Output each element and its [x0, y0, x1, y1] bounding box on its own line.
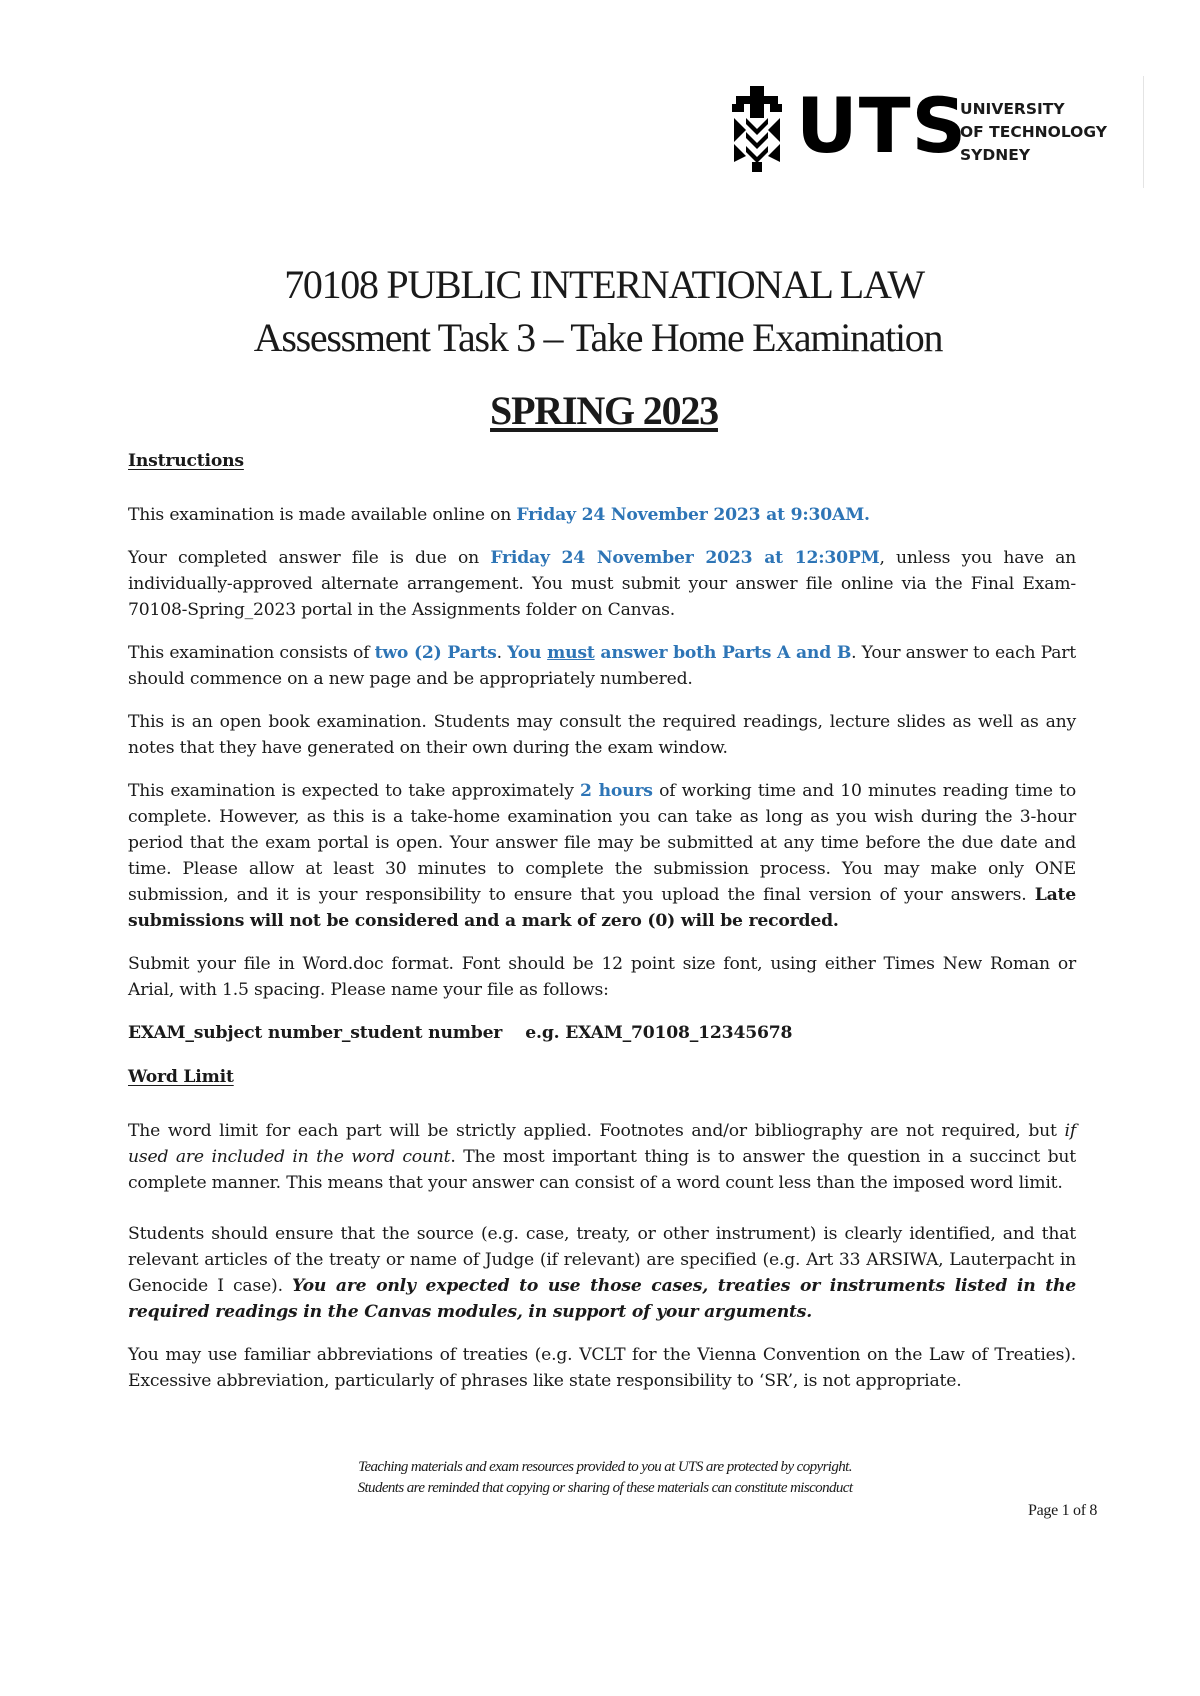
instructions-paragraph-format: Submit your file in Word.doc format. Font should be 12 point size font, using either Times New Roman or Arial, with 1.5 spacing. Please name your file as follows:	[128, 954, 1076, 1000]
late-submission-warning: Late submissions will not be considered and a mark of zero (0) will be recorded.	[128, 885, 1076, 931]
session-title: SPRING 2023	[490, 388, 718, 433]
must-emphasis: must	[547, 643, 595, 663]
file-naming-format: EXAM_subject number_student number e.g. EXAM_70108_12345678	[128, 1023, 793, 1043]
logo-line-1: UNIVERSITY	[960, 100, 1065, 118]
logo-line-3: SYDNEY	[960, 146, 1031, 164]
logo-university-name	[960, 98, 1107, 167]
instructions-paragraph-open-book: This is an open book examination. Students may consult the required readings, lecture slides as well as any notes that they have generated on their own during the exam window.	[128, 712, 1076, 758]
copyright-footer	[0, 1457, 1200, 1499]
uts-emblem-icon	[728, 86, 786, 172]
instructions-paragraph-availability: This examination is made available online on Friday 24 November 2023 at 9:30AM.	[128, 505, 870, 525]
logo-line-2: OF TECHNOLOGY	[960, 123, 1107, 141]
document-title-block	[0, 258, 1200, 437]
copyright-line-2: Students are reminded that copying or sharing of these materials can constitute misconduct	[357, 1480, 853, 1496]
assessment-title: Assessment Task 3 – Take Home Examination	[253, 315, 943, 360]
sources-emphasis: You are only expected to use those cases, treaties or instruments listed in the required readings in the Canvas modules, in support of your arguments.	[128, 1276, 1076, 1322]
page-number: Page 1 of 8	[1028, 1502, 1098, 1519]
word-limit-heading: Word Limit	[128, 1067, 234, 1087]
document-body	[128, 448, 1076, 1394]
duration-hours: 2 hours	[580, 781, 653, 801]
word-limit-paragraph-sources: Students should ensure that the source (e.g. case, treaty, or other instrument) is clearly identified, and that relevant articles of the treaty or name of Judge (if relevant) are specified (e.g. Art 33 ARSIWA, Lauterpacht in Genocide I case). You are only expected to use those cases, treaties or instruments listed in the required readings in the Canvas modules, in support of your arguments.	[128, 1224, 1076, 1322]
copyright-line-1: Teaching materials and exam resources provided to you at UTS are protected by copyright.	[358, 1459, 852, 1475]
instructions-paragraph-due: Your completed answer file is due on Friday 24 November 2023 at 12:30PM, unless you have an individually-approved alternate arrangement. You must submit your answer file online via the Final Exam-70108-Spring_2023 portal in the Assignments folder on Canvas.	[128, 548, 1076, 620]
instructions-paragraph-duration: This examination is expected to take approximately 2 hours of working time and 10 minutes reading time to complete. However, as this is a take-home examination you can take as long as you wish during the 3-hour period that the exam portal is open. Your answer file may be submitted at any time before the due date and time. Please allow at least 30 minutes to complete the submission process. You may make only ONE submission, and it is your responsibility to ensure that you upload the final version of your answers. Late submissions will not be considered and a mark of zero (0) will be recorded.	[128, 781, 1077, 931]
uts-logo	[728, 81, 1128, 176]
word-limit-paragraph-rules: The word limit for each part will be strictly applied. Footnotes and/or bibliography are not required, but if used are included in the word count. The most important thing is to answer the question in a succinct but complete manner. This means that your answer can consist of a word count less than the imposed word limit.	[128, 1121, 1076, 1193]
course-title: 70108 PUBLIC INTERNATIONAL LAW	[284, 262, 924, 307]
due-date: Friday 24 November 2023 at 12:30PM	[490, 548, 880, 568]
instructions-heading: Instructions	[128, 451, 244, 471]
word-limit-paragraph-abbreviations: You may use familiar abbreviations of treaties (e.g. VCLT for the Vienna Convention on the Law of Treaties). Excessive abbreviation, particularly of phrases like state responsibility to ‘SR’, is not appropriate.	[128, 1345, 1076, 1391]
parts-count: two (2) Parts	[374, 643, 497, 663]
header-divider	[1143, 76, 1144, 188]
logo-wordmark: UTS	[796, 81, 968, 170]
availability-date: Friday 24 November 2023 at 9:30AM.	[516, 505, 870, 525]
instructions-paragraph-parts: This examination consists of two (2) Parts. You must answer both Parts A and B. Your answer to each Part should commence on a new page and be appropriately numbered.	[128, 643, 1077, 689]
